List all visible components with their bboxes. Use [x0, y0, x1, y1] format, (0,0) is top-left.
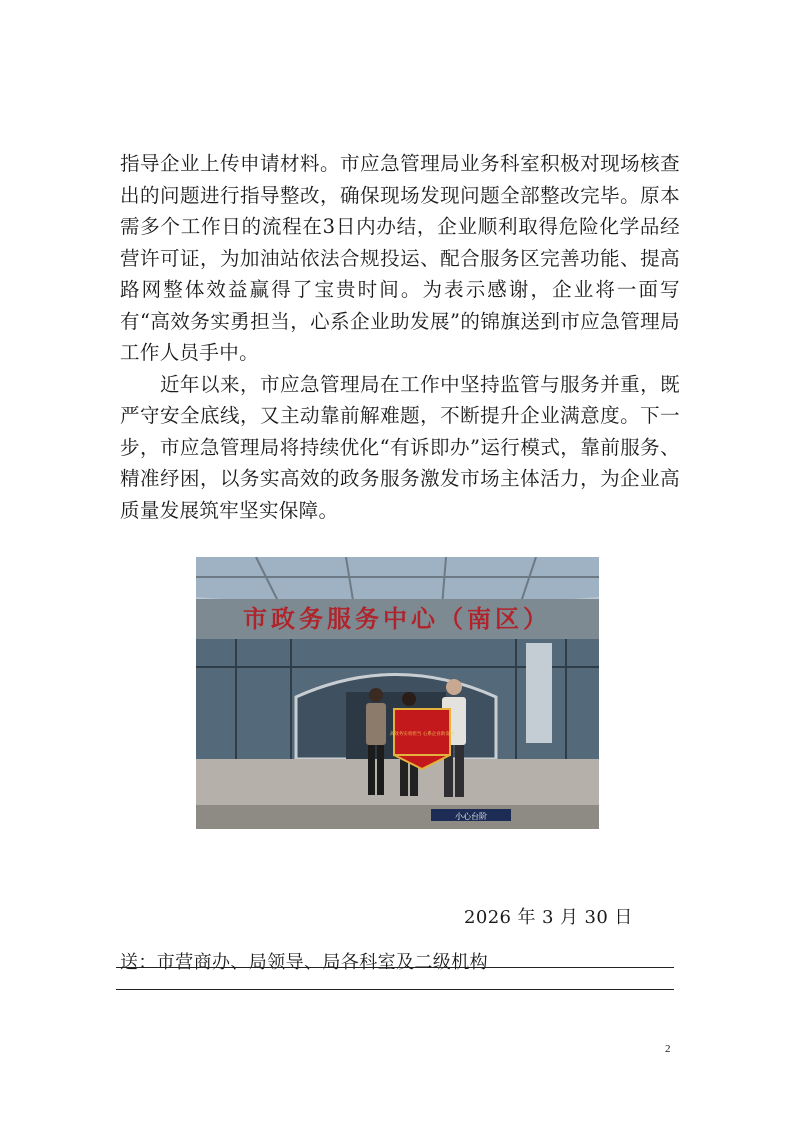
page-number: 2 — [665, 1043, 671, 1055]
issue-date: 2026 年 3 月 30 日 — [464, 907, 633, 928]
body-text — [120, 148, 680, 526]
banner-text: 高效务实勇担当 心系企业助发展 — [389, 732, 455, 737]
building-sign-text: 市政务服务中心（南区） — [243, 604, 551, 633]
paragraph-1: 指导企业上传申请材料。市应急管理局业务科室积极对现场核查出的问题进行指导整改，确保现场发现问题全部整改完毕。原本需多个工作日的流程在3日内办结，企业顺利取得危险化学品经营许可证，为加油站依法合规投运、配合服务区完善功能、提高路网整体效益赢得了宝贵时间。为表示感谢，企业将一面写有“高效务实勇担当，心系企业助发展”的锦旗送到市应急管理局工作人员手中。 — [120, 152, 680, 364]
distribution-rule-top — [116, 967, 674, 968]
event-photo — [196, 557, 599, 829]
distribution-list: 送：市营商办、局领导、局各科室及二级机构 — [120, 952, 488, 973]
distribution-rule-bottom — [116, 989, 674, 990]
paragraph-2: 近年以来，市应急管理局在工作中坚持监管与服务并重，既严守安全底线，又主动靠前解难题，不断提升企业满意度。下一步，市应急管理局将持续优化“有诉即办”运行模式，靠前服务、精准纾困，以务实高效的政务服务激发市场主体活力，为企业高质量发展筑牢坚实保障。 — [120, 372, 680, 522]
floor-sign-text: 小心台阶 — [455, 812, 487, 821]
